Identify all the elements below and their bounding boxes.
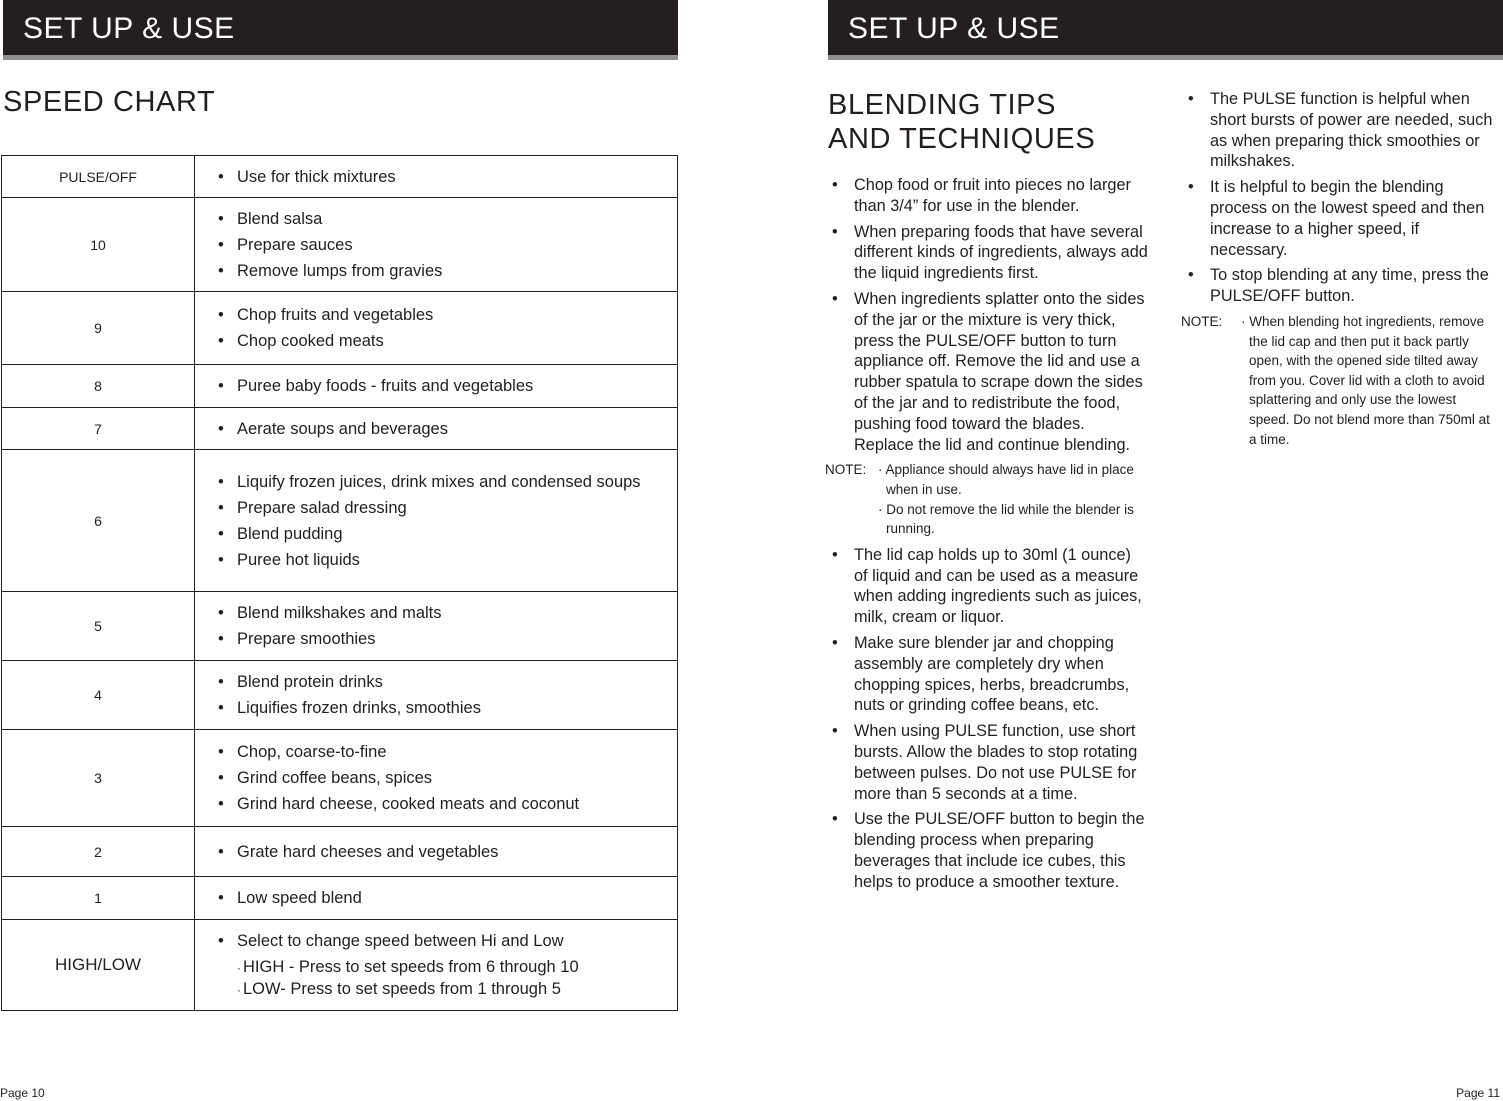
title-line-1: BLENDING TIPS [828,89,1057,121]
tip-item: • The lid cap holds up to 30ml (1 ounce) of liquid and can be used as a measure when adding ingredients such as juices, milk, cream or liquor. [828,545,1148,628]
note-block-1 [825,460,1148,538]
use-item: • Blend pudding [216,524,667,545]
tip-item: • It is helpful to begin the blending process on the lowest speed and then increase to a higher speed, if necessary. [1184,177,1494,260]
use-item: • Grate hard cheeses and vegetables [216,842,667,863]
use-item: • Prepare salad dressing [216,498,667,519]
speed-cell: 7 [2,408,195,450]
tips-list-b [828,545,1148,893]
use-item: • Puree baby foods - fruits and vegetables [216,376,667,397]
use-item: • Select to change speed between Hi and Low [216,931,667,952]
speed-cell: 2 [2,827,195,877]
use-sub-item: · HIGH - Press to set speeds from 6 through 10 [237,957,579,976]
tip-item: • When using PULSE function, use short bursts. Allow the blades to stop rotating between pulses. Do not use PULSE for more than 5 seconds at a time. [828,721,1148,804]
speed-chart-title: SPEED CHART [3,86,216,118]
speed-row [2,920,678,1011]
note-label: NOTE: [1181,313,1223,329]
uses-cell [195,730,678,827]
uses-cell [195,365,678,408]
uses-cell [195,827,678,877]
speed-cell: HIGH/LOW [2,920,195,1011]
note-block-2 [1181,312,1494,449]
speed-row [2,450,678,592]
speed-row [2,827,678,877]
use-item: • Puree hot liquids [216,550,667,571]
use-item: • Grind hard cheese, cooked meats and coconut [216,794,667,815]
tips-list-a [828,175,1148,455]
page-number-right: Page 11 [1456,1086,1500,1100]
use-item: • Prepare smoothies [216,629,667,650]
right-page-header: SET UP & USE [828,0,1503,60]
tip-item: • Make sure blender jar and chopping assembly are completely dry when chopping spices, herbs, breadcrumbs, nuts or grinding coffee beans, etc. [828,633,1148,716]
use-item: • Blend milkshakes and malts [216,603,667,624]
speed-cell: 9 [2,292,195,365]
tip-item: • Chop food or fruit into pieces no larger than 3/4” for use in the blender. [828,175,1148,217]
uses-cell [195,408,678,450]
use-item: • Blend protein drinks [216,672,667,693]
speed-cell: PULSE/OFF [2,156,195,198]
note-line: · When blending hot ingredients, remove the lid cap and then put it back partly open, with the opened side tilted away from you. Cover lid with a cloth to avoid splattering and only use the lowest speed. Do not blend more than 750ml at a time. [1241,313,1490,447]
speed-cell: 1 [2,877,195,920]
uses-cell [195,292,678,365]
speed-row [2,156,678,198]
uses-cell [195,920,678,1011]
uses-cell [195,592,678,661]
uses-cell [195,450,678,592]
use-item: • Use for thick mixtures [216,167,667,188]
tip-item: • Use the PULSE/OFF button to begin the blending process when preparing beverages that include ice cubes, this helps to produce a smoother texture. [828,809,1148,892]
speed-cell: 10 [2,198,195,292]
tip-item: • When ingredients splatter onto the sides of the jar or the mixture is very thick, press the PULSE/OFF button to turn appliance off. Remove the lid and use a rubber spatula to scrape down the sides of the jar and to redistribute the food, pushing food toward the blades. Replace the lid and continue blending. [828,289,1148,455]
uses-cell [195,877,678,920]
note-line: · Appliance should always have lid in place when in use. [878,462,1134,497]
note-line: · Do not remove the lid while the blender is running. [878,501,1134,537]
use-item: • Grind coffee beans, spices [216,768,667,789]
use-item: • Chop fruits and vegetables [216,305,667,326]
use-item: • Aerate soups and beverages [216,419,667,440]
use-item: • Remove lumps from gravies [216,261,667,282]
use-sub-item: · LOW- Press to set speeds from 1 through 5 [237,979,561,998]
tips-list-c [1184,89,1494,307]
use-item: • Liquifies frozen drinks, smoothies [216,698,667,719]
left-page-header: SET UP & USE [3,0,678,60]
speed-row [2,592,678,661]
speed-row [2,730,678,827]
speed-row [2,292,678,365]
title-line-2: AND TECHNIQUES [828,123,1096,155]
use-item: • Liquify frozen juices, drink mixes and condensed soups [216,472,667,493]
speed-row [2,365,678,408]
use-item: • Low speed blend [216,888,667,909]
tip-item: • To stop blending at any time, press the PULSE/OFF button. [1184,265,1494,307]
tips-column-1 [825,175,1148,897]
speed-chart-table [1,155,678,1011]
speed-cell: 4 [2,661,195,730]
tips-column-2 [1181,89,1494,455]
speed-cell: 6 [2,450,195,592]
tip-item: • The PULSE function is helpful when short bursts of power are needed, such as when preparing thick smoothies or milkshakes. [1184,89,1494,172]
use-item: • Chop cooked meats [216,331,667,352]
uses-cell [195,661,678,730]
speed-cell: 5 [2,592,195,661]
uses-cell [195,198,678,292]
speed-cell: 3 [2,730,195,827]
speed-row [2,877,678,920]
uses-cell [195,156,678,198]
speed-row [2,408,678,450]
use-item: • Prepare sauces [216,235,667,256]
speed-row [2,661,678,730]
speed-row [2,198,678,292]
speed-cell: 8 [2,365,195,408]
use-item: • Chop, coarse-to-fine [216,742,667,763]
use-item: • Blend salsa [216,209,667,230]
blending-tips-title [828,88,1095,156]
tip-item: • When preparing foods that have several different kinds of ingredients, always add the liquid ingredients first. [828,222,1148,284]
note-label: NOTE: [825,462,867,478]
page-number-left: Page 10 [0,1086,45,1100]
